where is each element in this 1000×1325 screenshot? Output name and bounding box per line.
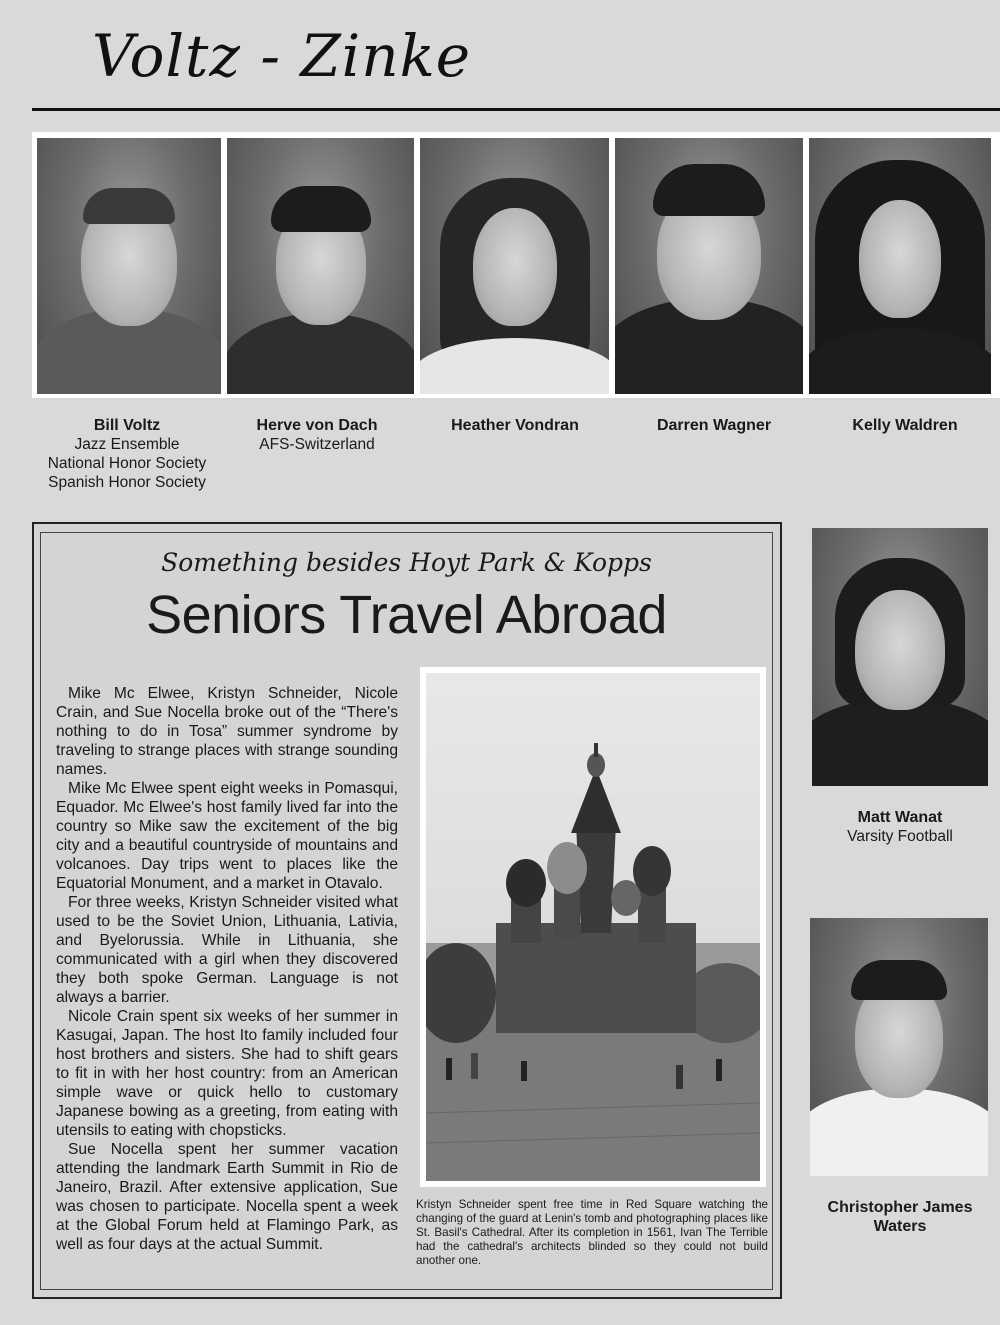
senior-name-line1: Christopher James	[827, 1199, 973, 1216]
portrait-darren-wagner	[615, 138, 803, 394]
senior-caption-1	[32, 416, 222, 492]
article-paragraph: For three weeks, Kristyn Schneider visited what used to be the Soviet Union, Lithuania, Lativia, and Byelorussia. While in Lithuania, she communicated with a girl when they discovered they both spoke German. Language is not always a barrier.	[56, 894, 398, 1006]
title-rule	[32, 108, 1000, 111]
senior-name: Kelly Waldren	[852, 417, 958, 434]
portrait-heather-vondran	[420, 138, 609, 394]
senior-caption-2	[222, 416, 412, 454]
cathedral-illustration	[426, 673, 760, 1181]
photo-caption: Kristyn Schneider spent free time in Red Square watching the changing of the guard at Lenin's tomb and photographing places like St. Basil's Cathedral. After its completion in 1561, Ivan The Terrible had the cathedral's architects blinded so they could not build another one.	[416, 1198, 768, 1267]
senior-activity: AFS-Switzerland	[259, 436, 375, 453]
senior-name: Bill Voltz	[93, 417, 161, 434]
senior-name-line2: Waters	[873, 1218, 927, 1235]
article-paragraph: Sue Nocella spent her summer vacation attending the landmark Earth Summit in Rio de Janeiro, Brazil. After extensive application, Sue was chosen to participate. Nocella spent a week at the Global Forum held at Flamingo Park, as well as four days at the actual Summit.	[56, 1141, 398, 1253]
senior-caption-matt-wanat	[800, 808, 1000, 846]
senior-activity: Spanish Honor Society	[48, 474, 206, 491]
portrait-christopher-james-waters	[810, 918, 988, 1176]
article-body	[56, 684, 398, 1254]
portrait-matt-wanat	[812, 528, 988, 786]
senior-activity: Varsity Football	[847, 828, 953, 845]
senior-activity: Jazz Ensemble	[74, 436, 180, 453]
article-paragraph: Mike Mc Elwee, Kristyn Schneider, Nicole Crain, and Sue Nocella broke out of the “There's nothing to do in Tosa” summer syndrome by traveling to strange places with strange sounding names.	[56, 685, 398, 778]
portrait-herve-von-dach	[227, 138, 414, 394]
senior-activity: National Honor Society	[47, 455, 207, 472]
article-paragraph: Nicole Crain spent six weeks of her summer in Kasugai, Japan. The host Ito family included four host brothers and sisters. She had to shift gears to fit in with her host country: from an American simple wave or quick hello to customary Japanese bowing as a greeting, from eating with utensils to eating with chopsticks.	[56, 1008, 398, 1139]
senior-name: Darren Wagner	[656, 417, 772, 434]
senior-caption-4	[619, 416, 809, 435]
article-kicker: Something besides Hoyt Park & Kopps	[161, 548, 652, 577]
red-square-photo	[420, 667, 766, 1187]
article-paragraph: Mike Mc Elwee spent eight weeks in Pomasqui, Equador. Mc Elwee's host family lived far into the country so Mike saw the excitement of the big city and a beautiful countryside of mountains and volcanoes. Day trips went to places like the Equatorial Monument, and a market in Otavalo.	[56, 780, 398, 892]
senior-caption-christopher-james-waters	[800, 1198, 1000, 1236]
senior-name: Heather Vondran	[451, 417, 579, 434]
page-title: Voltz - Zinke	[92, 22, 472, 90]
portrait-bill-voltz	[37, 138, 221, 394]
senior-name: Matt Wanat	[857, 809, 943, 826]
senior-caption-3	[420, 416, 610, 435]
article-headline: Seniors Travel Abroad	[146, 585, 667, 645]
senior-name: Herve von Dach	[256, 417, 378, 434]
portrait-kelly-waldren	[809, 138, 991, 394]
senior-caption-5	[810, 416, 1000, 435]
